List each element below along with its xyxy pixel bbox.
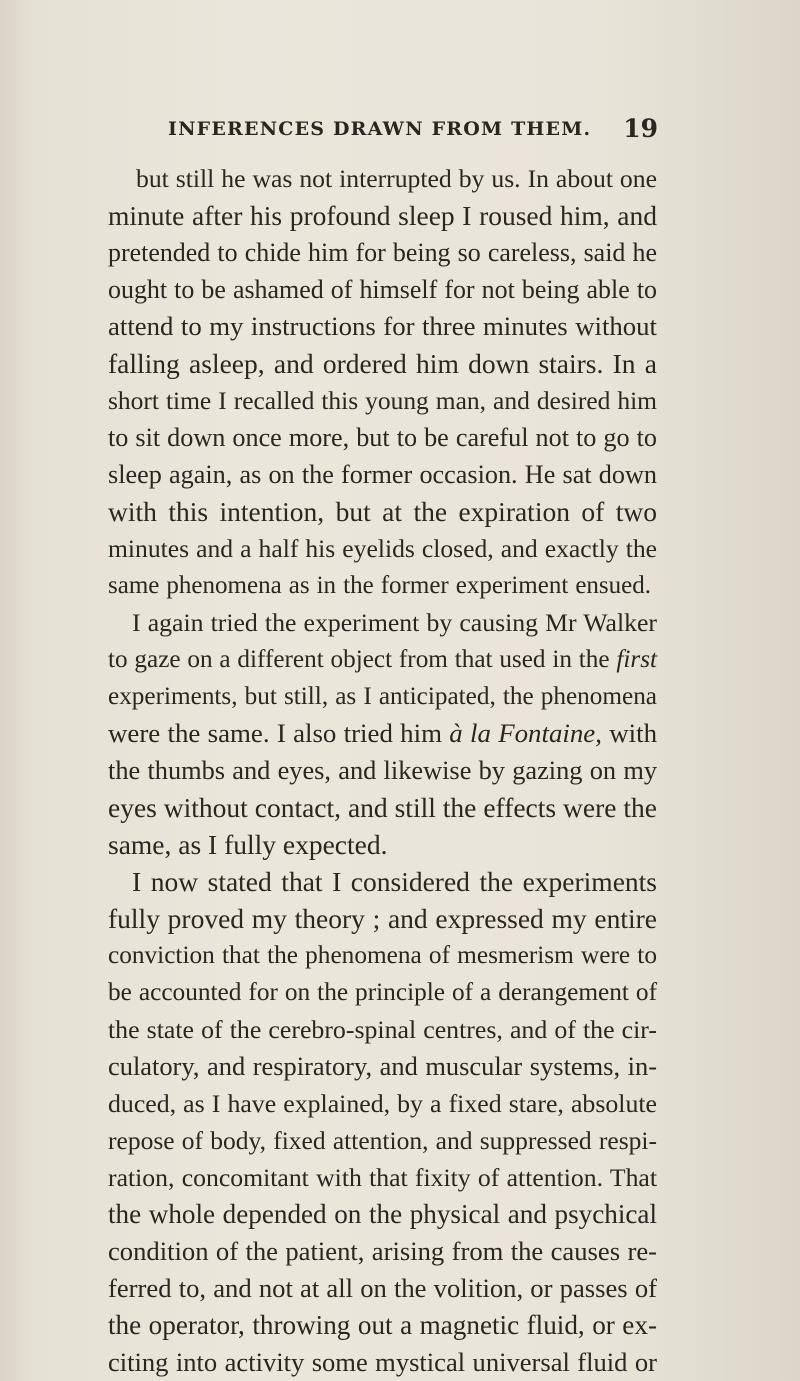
text-line: I now stated that I considered the experiments <box>132 866 657 897</box>
text-line: same phenomena as in the former experiment ensued. <box>108 572 651 599</box>
text-line: duced, as I have explained, by a fixed stare, absolute <box>108 1089 657 1118</box>
text-line: repose of body, fixed attention, and suppressed respi- <box>108 1126 657 1155</box>
text-line: the thumbs and eyes, and likewise by gazing on my <box>108 756 657 785</box>
text-line: eyes without contact, and still the effects were the <box>108 792 657 823</box>
text-line: experiments, but still, as I anticipated, the phenomena <box>108 683 657 710</box>
text-line: ought to be ashamed of himself for not being able to <box>108 275 657 304</box>
text-line: to sit down once more, but to be careful not to go to <box>108 423 657 452</box>
text-line: condition of the patient, arising from the causes re- <box>108 1236 657 1266</box>
text-line: ration, concomitant with that fixity of attention. That <box>108 1163 657 1192</box>
text-line: fully proved my theory ; and expressed my entire <box>108 903 657 934</box>
text-line: were the same. I also tried him à la Fontaine, with <box>108 718 658 748</box>
text-line: pretended to chide him for being so careless, said he <box>108 238 657 267</box>
text-line: minutes and a half his eyelids closed, and exactly the <box>108 534 657 563</box>
text-line: to gaze on a different object from that used in the first <box>108 646 658 673</box>
text-line: but still he was not interrupted by us. In about one <box>136 164 657 193</box>
page-header <box>0 112 800 146</box>
text-line: sleep again, as on the former occasion. He sat down <box>108 460 657 489</box>
text-line: short time I recalled this young man, and desired him <box>108 386 657 415</box>
page-number: 19 <box>623 114 658 143</box>
text-line: I again tried the experiment by causing Mr Walker <box>132 608 657 637</box>
text-line: falling asleep, and ordered him down stairs. In a <box>108 348 657 379</box>
text-line: attend to my instructions for three minutes without <box>108 311 657 341</box>
text-line: be accounted for on the principle of a derangement of <box>108 978 657 1006</box>
text-line: culatory, and respiratory, and muscular systems, in- <box>108 1051 657 1081</box>
text-line: minute after his profound sleep I roused him, and <box>108 200 657 231</box>
text-line: citing into activity some mystical universal fluid or <box>108 1347 657 1377</box>
text-line: the operator, throwing out a magnetic fluid, or ex- <box>108 1310 657 1340</box>
text-line: same, as I fully expected. <box>108 829 388 860</box>
running-title: INFERENCES DRAWN FROM THEM. <box>168 118 592 140</box>
text-line: with this intention, but at the expiration of two <box>108 496 657 527</box>
text-line: the whole depended on the physical and psychical <box>108 1199 657 1229</box>
text-line: the state of the cerebro-spinal centres, and of the cir- <box>108 1015 657 1044</box>
text-line: conviction that the phenomena of mesmerism were to <box>108 941 657 969</box>
text-line: ferred to, and not at all on the volition, or passes of <box>108 1273 657 1303</box>
